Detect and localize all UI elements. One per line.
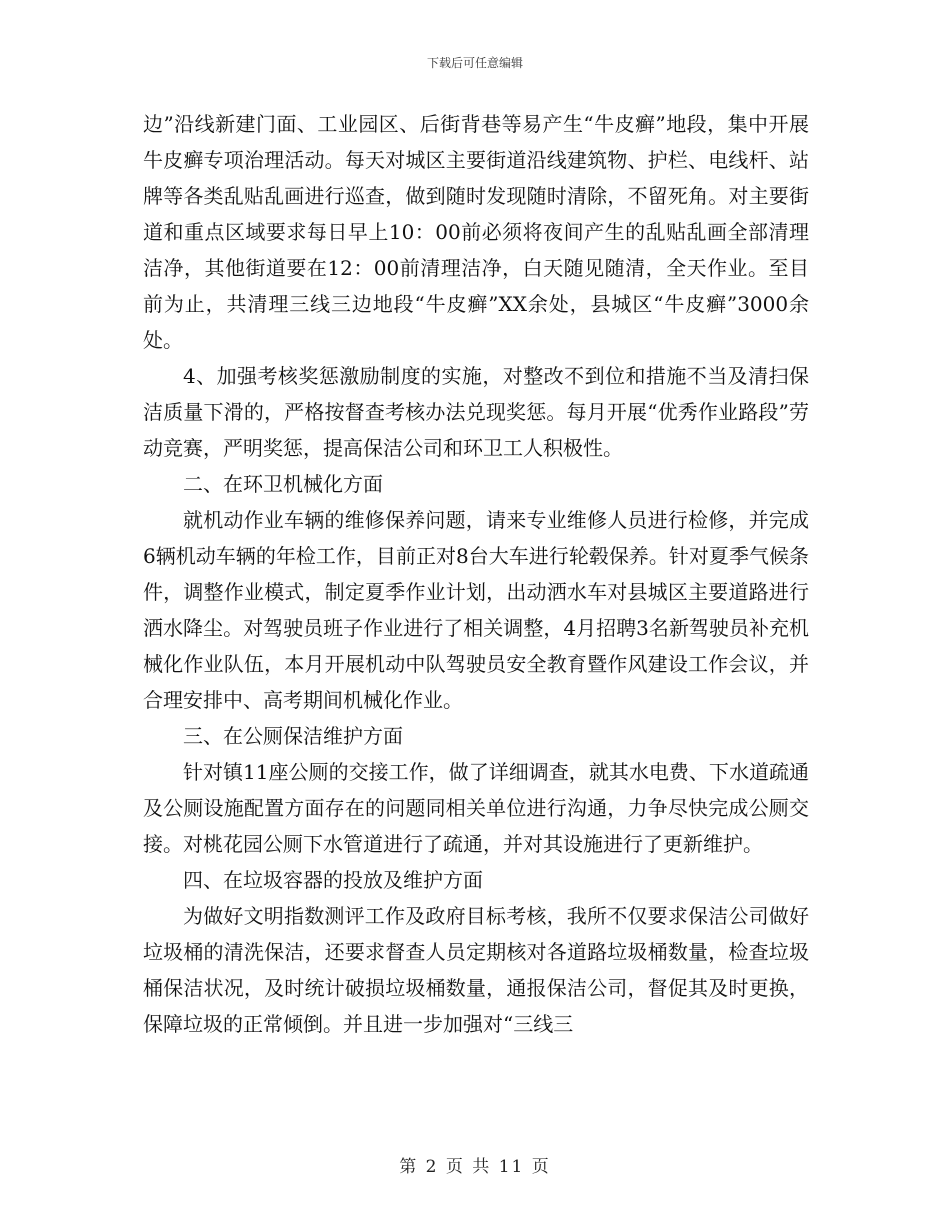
paragraph-3: 就机动作业车辆的维修保养问题，请来专业维修人员进行检修，并完成6辆机动车辆的年检工作，目前正对8台大车进行轮毂保养。针对夏季气候条件，调整作业模式，制定夏季作业计划，出动洒水车对县城区主要道路进行洒水降尘。对驾驶员班子作业进行了相关调整，4月招聘3名新驾驶员补充机械化作业队伍，本月开展机动中队驾驶员安全教育暨作风建设工作会议，并合理安排中、高考期间机械化作业。 [143, 508, 809, 712]
body-text [143, 106, 809, 1042]
paragraph-2: 4、加强考核奖惩激励制度的实施，对整改不到位和措施不当及清扫保洁质量下滑的，严格按督查考核办法兑现奖惩。每月开展“优秀作业路段”劳动竞赛，严明奖惩，提高保洁公司和环卫工人积极性。 [143, 364, 809, 460]
section-heading-3: 三、在公厕保洁维护方面 [183, 724, 403, 748]
paragraph-1: 边”沿线新建门面、工业园区、后街背巷等易产生“牛皮癣”地段，集中开展牛皮癣专项治理活动。每天对城区主要街道沿线建筑物、护栏、电线杆、站牌等各类乱贴乱画进行巡查，做到随时发现随时清除，不留死角。对主要街道和重点区域要求每日早上10：00前必须将夜间产生的乱贴乱画全部清理洁净，其他街道要在12：00前清理洁净，白天随见随清，全天作业。至目前为止，共清理三线三边地段“牛皮癣”XX余处，县城区“牛皮癣”3000余处。 [143, 112, 809, 352]
page-header: 下载后可任意编辑 [426, 56, 523, 70]
page-footer: 第 2 页 共 11 页 [399, 1157, 551, 1177]
paragraph-4: 针对镇11座公厕的交接工作，做了详细调查，就其水电费、下水道疏通及公厕设施配置方面存在的问题同相关单位进行沟通，力争尽快完成公厕交接。对桃花园公厕下水管道进行了疏通，并对其设施进行了更新维护。 [143, 760, 809, 856]
paragraph-5: 为做好文明指数测评工作及政府目标考核，我所不仅要求保洁公司做好垃圾桶的清洗保洁，还要求督查人员定期核对各道路垃圾桶数量，检查垃圾桶保洁状况，及时统计破损垃圾桶数量，通报保洁公司，督促其及时更换，保障垃圾的正常倾倒。并且进一步加强对“三线三 [143, 904, 809, 1036]
section-heading-2: 二、在环卫机械化方面 [183, 472, 383, 496]
section-heading-4: 四、在垃圾容器的投放及维护方面 [183, 868, 483, 892]
